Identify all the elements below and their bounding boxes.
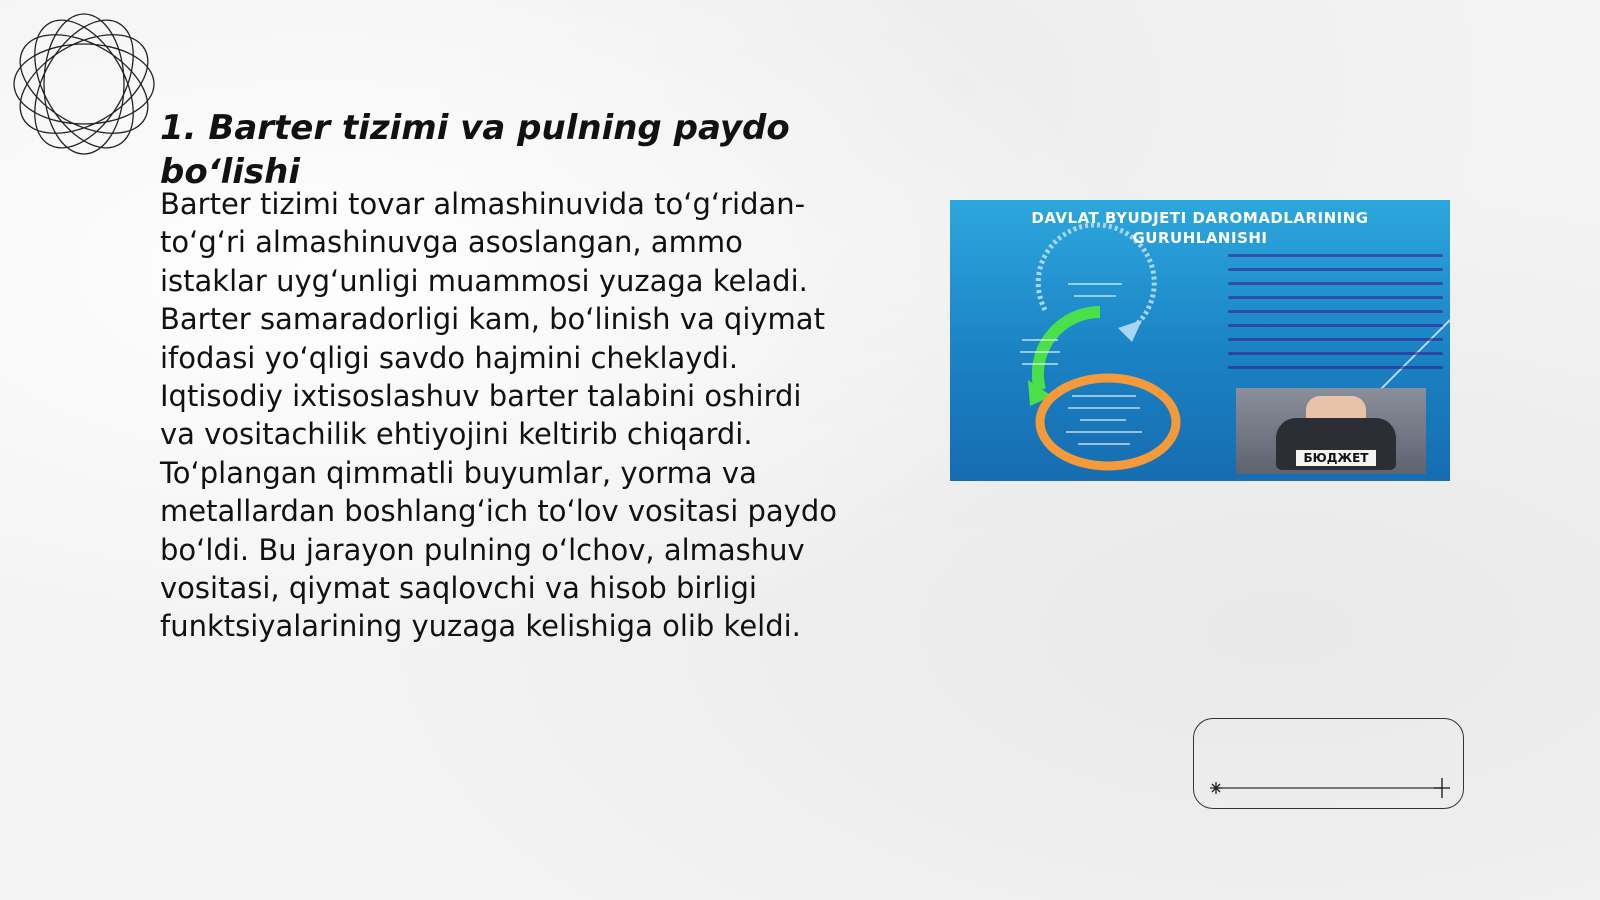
interlaced-circles-icon xyxy=(10,10,158,158)
budget-photo xyxy=(1236,388,1426,474)
budget-revenue-infographic xyxy=(950,200,1450,481)
cross-star-icon xyxy=(1434,778,1450,798)
decorative-frame xyxy=(1193,718,1464,809)
budget-label: БЮДЖЕТ xyxy=(1296,450,1376,466)
infographic-title: DAVLAT BYUDJETI DAROMADLARINING GURUHLANISHI xyxy=(1031,209,1369,247)
slide-title: 1. Barter tizimi va pulning paydo bo‘lishi xyxy=(160,108,790,192)
infographic-text-lines xyxy=(1228,254,1443,380)
slide-body-text: Barter tizimi tovar almashinuvida to‘g‘ridan-to‘g‘ri almashinuvga asoslangan, ammo istaklar uyg‘unligi muammosi yuzaga keladi. Barter samaradorligi kam, bo‘linish va qiymat ifodasi yo‘qligi savdo hajmini cheklaydi. Iqtisodiy ixtisoslashuv barter talabini oshirdi va vositachilik ehtiyojini keltirib chiqardi. To‘plangan qimmatli buyumlar, yorma va metallardan boshlang‘ich to‘lov vositasi paydo bo‘ldi. Bu jarayon pulning o‘lchov, almashuv vositasi, qiymat saqlovchi va hisob birligi funktsiyalarining yuzaga kelishiga olib keldi. xyxy=(160,187,837,644)
sparkle-icon xyxy=(1210,782,1222,794)
